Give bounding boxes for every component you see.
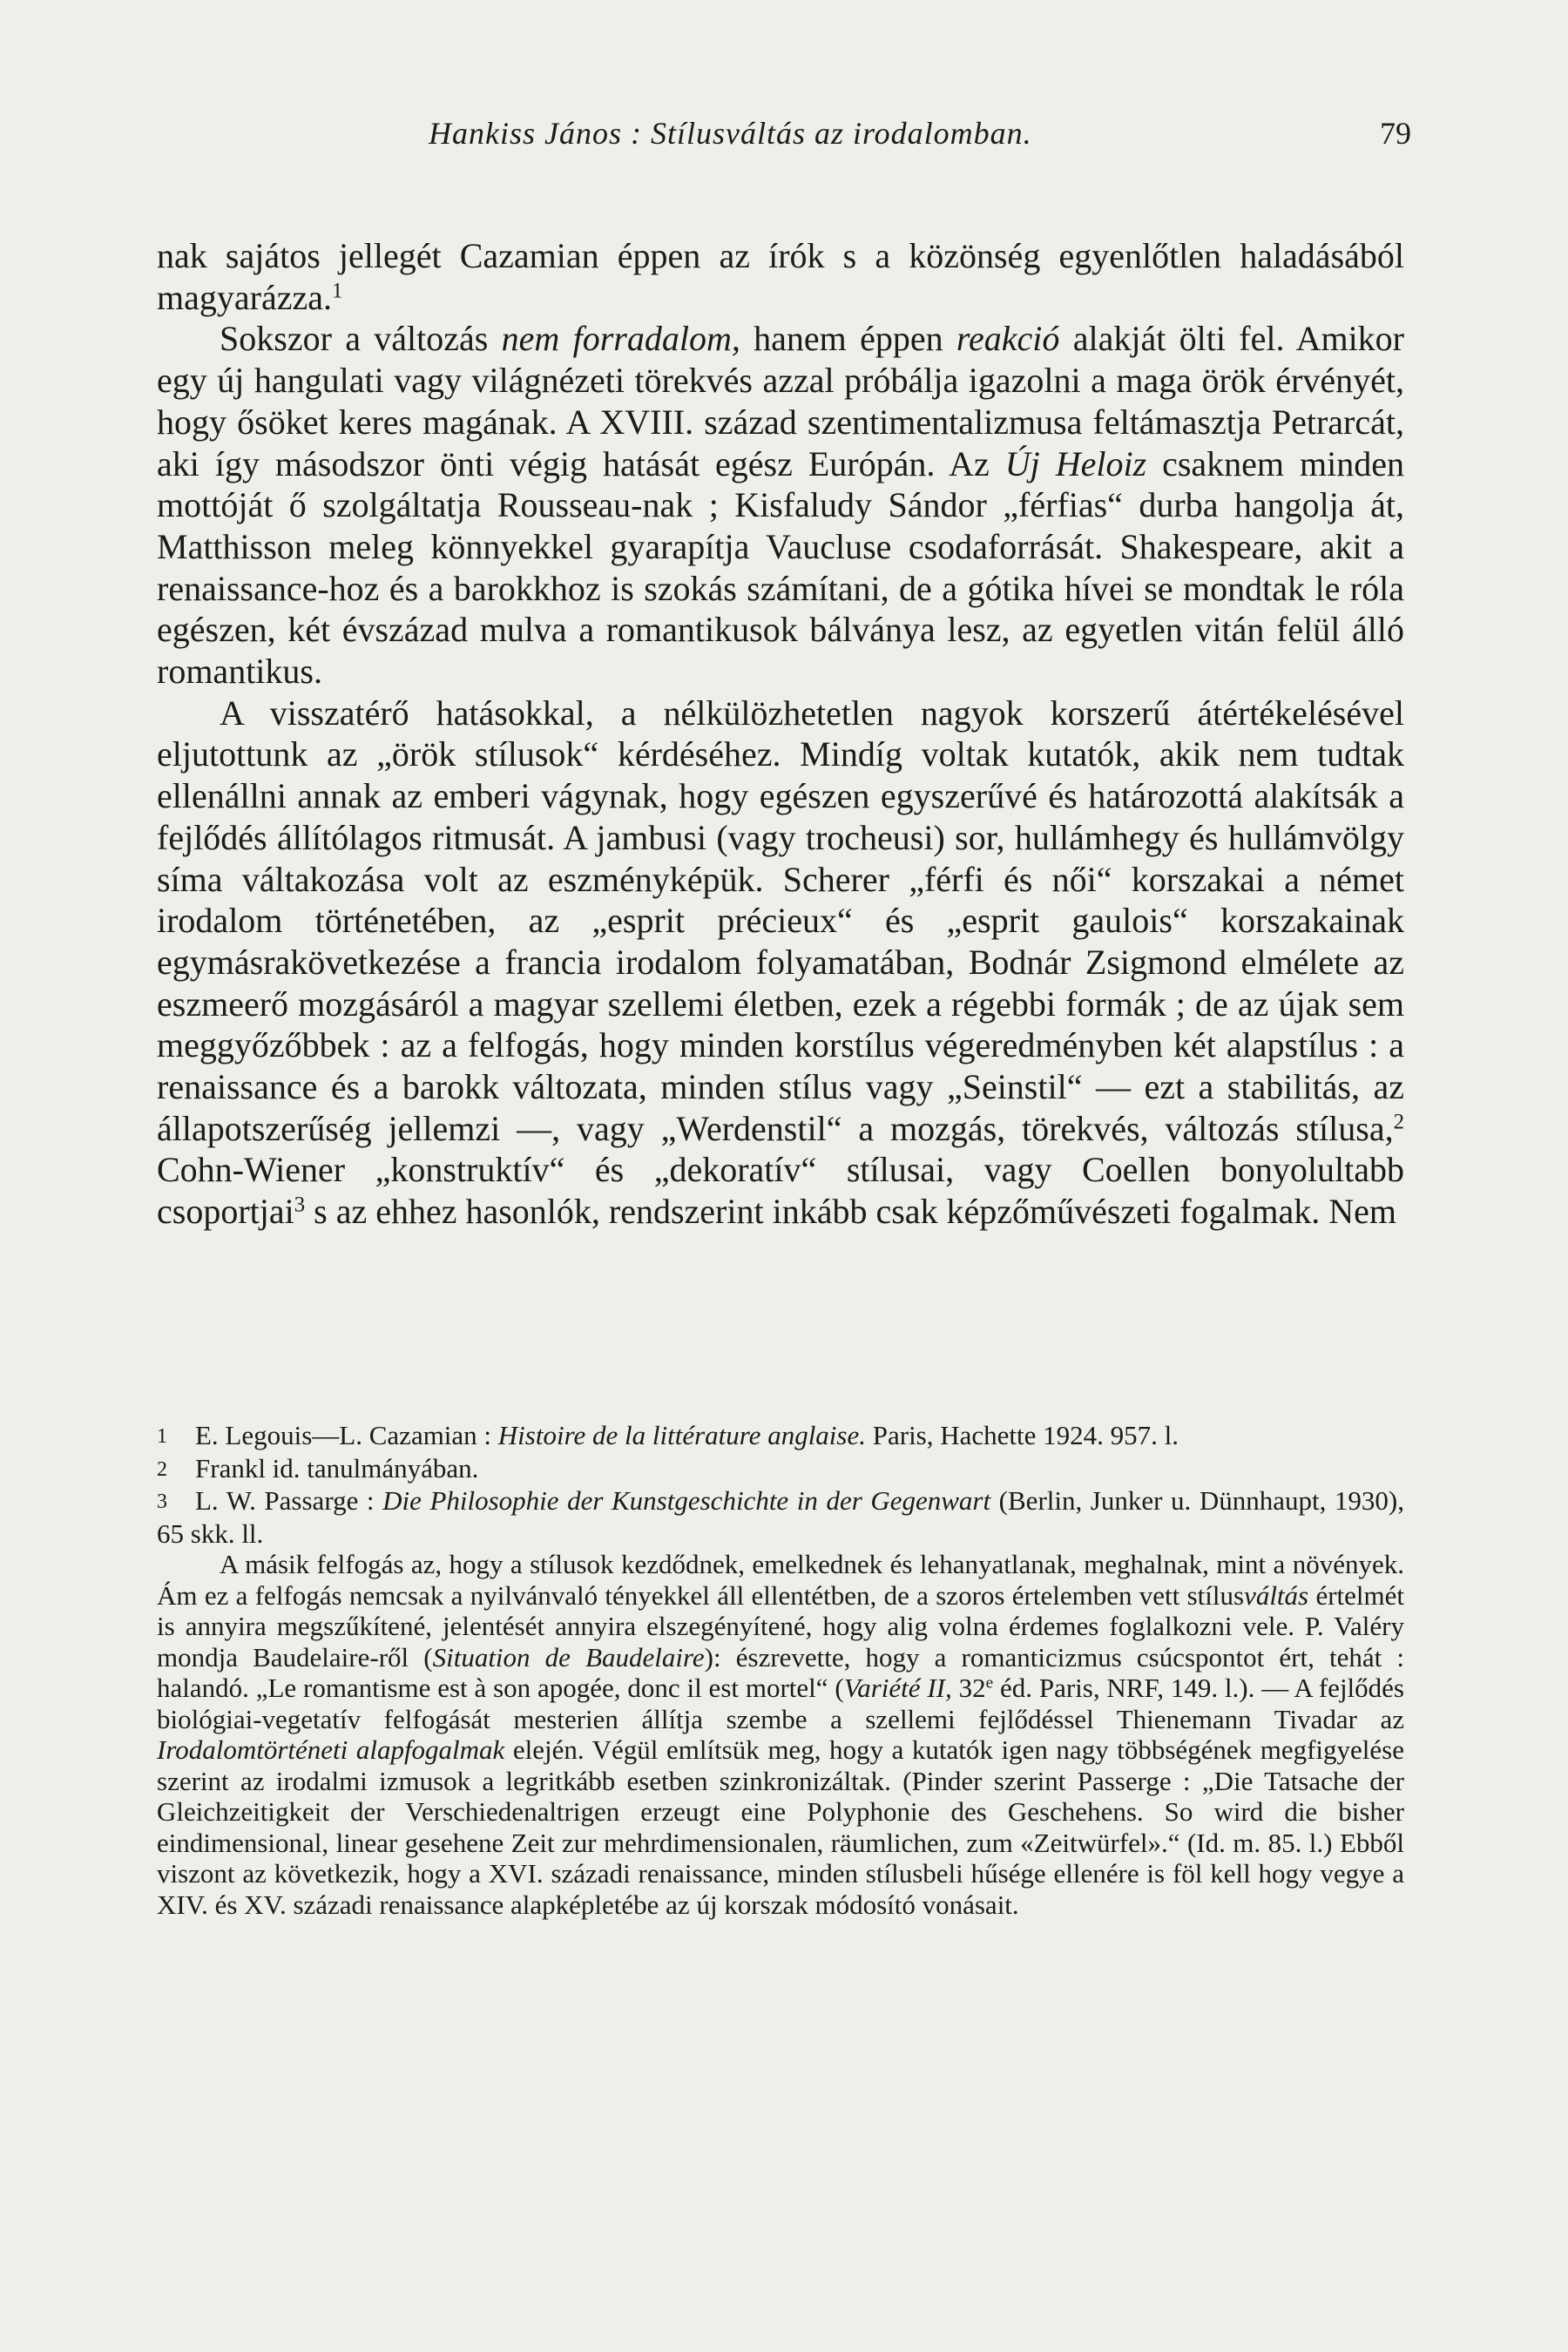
text-run: alakját ölti fel. Amikor egy új hangulati vagy világnézeti törekvés azzal próbálja igazolni a maga örök érvényét, hogy ősöket keres magának. A XVIII. század szentimentalizmusa feltámasztja Petrarcát, aki így másodszor önti végig hatását egész Európán. Az: [157, 319, 1404, 483]
text-run: A visszatérő hatásokkal, a nélkülözhetetlen nagyok korszerű átértékelésével eljutottunk az „örök stílusok“ kérdéséhez. Mindíg voltak kutatók, akik nem tudtak ellenállni annak az emberi vágynak, hogy egészen egyszerűvé és határozottá alakítsák a fejlődés állítólagos ritmusát. A jambusi (vagy trocheusi) sor, hullámhegy és hullámvölgy síma váltakozása volt az eszményképük. Scherer „férfi és női“ korszakai a német irodalom történetében, az „esprit précieux“ és „esprit gaulois“ korszakainak egymásrakövetkezése a francia irodalom folyamatában, Bodnár Zsigmond elmélete az eszmeerő mozgásáról a magyar szellemi életben, ezek a régebbi formák ; de az újak sem meggyőzőbbek : az a felfogás, hogy minden korstílus végeredményben két alapstílus : a renaissance és a barokk változata, minden stílus vagy „Seinstil“ — ezt a stabilitás, az állapotszerűség jellemzi —, vagy „Werdenstil“ a mozgás, törekvés, változás stílusa,: [157, 693, 1404, 1148]
book-title: Histoire de la littérature anglaise.: [497, 1420, 866, 1450]
emphasis: reakció: [956, 319, 1060, 359]
book-title: Situation de Baudelaire: [432, 1641, 705, 1673]
paragraph-2: [157, 318, 1404, 692]
book-title: Variété II,: [843, 1673, 952, 1703]
footnote-ref-3: 3: [294, 1193, 306, 1217]
footnote-2: [157, 1453, 1404, 1486]
page-number: 79: [1380, 116, 1411, 151]
book-title: Die Philosophie der Kunstgeschichte in der Gegenwart: [382, 1485, 991, 1516]
emphasis: nem forradalom,: [501, 319, 740, 359]
footnote-3: [157, 1485, 1404, 1549]
text-run: 32: [951, 1673, 986, 1703]
footnote-number: 3: [157, 1490, 167, 1513]
footnote-1: [157, 1420, 1404, 1453]
text-run: s az ehhez hasonlók, rendszerint inkább csak képzőművészeti fogalmak. Nem: [305, 1192, 1397, 1232]
footnote-ref-1: 1: [331, 279, 343, 303]
footnote-continuation: [157, 1549, 1404, 1920]
text-run: (Berlin, Junker u. Dünnhaupt, 1930), 65 skk. ll.: [157, 1485, 1405, 1549]
book-title: Irodalomtörténeti alapfogalmak: [157, 1734, 505, 1765]
paragraph-1: [157, 235, 1404, 318]
footnote-number: 2: [157, 1457, 167, 1481]
book-title: Új Heloiz: [1004, 443, 1147, 483]
text-run: nak sajátos jellegét Cazamian éppen az írók s a közönség egyenlőtlen haladásából magyarázza.: [157, 236, 1404, 317]
text-run: hanem éppen: [740, 319, 956, 359]
footnote-number: 1: [157, 1425, 167, 1448]
superscript: e: [985, 1673, 994, 1693]
text-run: értelmét is annyira megszűkítené, jelentését annyira elszegényítené, hogy alig volna érdemes foglalkozni vele. P. Valéry mondja Baudelaire-ről (: [157, 1579, 1404, 1673]
text-run: A másik felfogás az, hogy a stílusok kezdődnek, emelkednek és lehanyatlanak, meghalnak, mint a növények. Ám ez a felfogás nemcsak a nyilvánvaló tényekkel áll ellentétben, de a szoros értelemben vett stílus: [157, 1549, 1404, 1611]
text-run: Paris, Hachette 1924. 957. l.: [866, 1420, 1179, 1450]
text-run: Frankl id. tanulmányában.: [195, 1452, 479, 1484]
text-run: Sokszor a változás: [220, 319, 502, 359]
footnotes: [157, 1420, 1404, 1920]
emphasis: váltás: [1244, 1579, 1309, 1611]
text-run: csaknem minden mottóját ő szolgáltatja Rousseau-nak ; Kisfaludy Sándor „férfias“ durba hangolja át, Matthisson meleg könnyekkel gyarapítja Vaucluse csodaforrását. Shakespeare, akit a renaissance-hoz és a barokkhoz is szokás számítani, de a gótika hívei se mondtak le róla egészen, két évszázad mulva a romantikusok bálványa lesz, az egyetlen vitán felül álló romantikus.: [157, 443, 1404, 692]
text-run: E. Legouis—L. Cazamian :: [195, 1420, 498, 1450]
page-header: [157, 115, 1411, 167]
text-run: éd. Paris, NRF, 149. l.). — A fejlődés biológiai-vegetatív felfogását mesterien állítja szembe a szellemi fejlődéssel Thienemann Tivadar az: [157, 1673, 1404, 1734]
footnote-ref-2: 2: [1393, 1110, 1404, 1134]
text-run: elején. Végül említsük meg, hogy a kutatók igen nagy többségének megfigyelése szerint az irodalmi izmusok a legritkább esetben szinkronizáltak. (Pinder szerint Passerge : „Die Tatsache der Gleichzeitigkeit der Verschiedenaltrigen erzeugt eine Polyphonie des Geschehens. So wird die bisher eindimensional, linear gesehene Zeit zur mehrdimensionalen, räumlichen, zum «Zeitwürfel».“ (Id. m. 85. l.) Ebből viszont az következik, hogy a XVI. századi renaissance, minden stílusbeli hűsége ellenére is föl kell hogy vegye a XIV. és XV. századi renaissance alapképletébe az új korszak módosító vonásait.: [157, 1734, 1404, 1920]
text-run: Cohn-Wiener „konstruktív“ és „dekoratív“ stílusai, vagy Coellen bonyolultabb csoportjai: [157, 1150, 1404, 1232]
main-text: [157, 235, 1404, 1233]
paragraph-3: [157, 693, 1404, 1233]
text-run: ): észrevette, hogy a romanticizmus csúcspontot ért, tehát : halandó. „Le romantisme est à son apogée, donc il est mortel“ (: [157, 1641, 1404, 1703]
text-run: L. W. Passarge :: [195, 1485, 383, 1516]
running-title: Hankiss János : Stílusváltás az irodalomban.: [429, 116, 1032, 151]
